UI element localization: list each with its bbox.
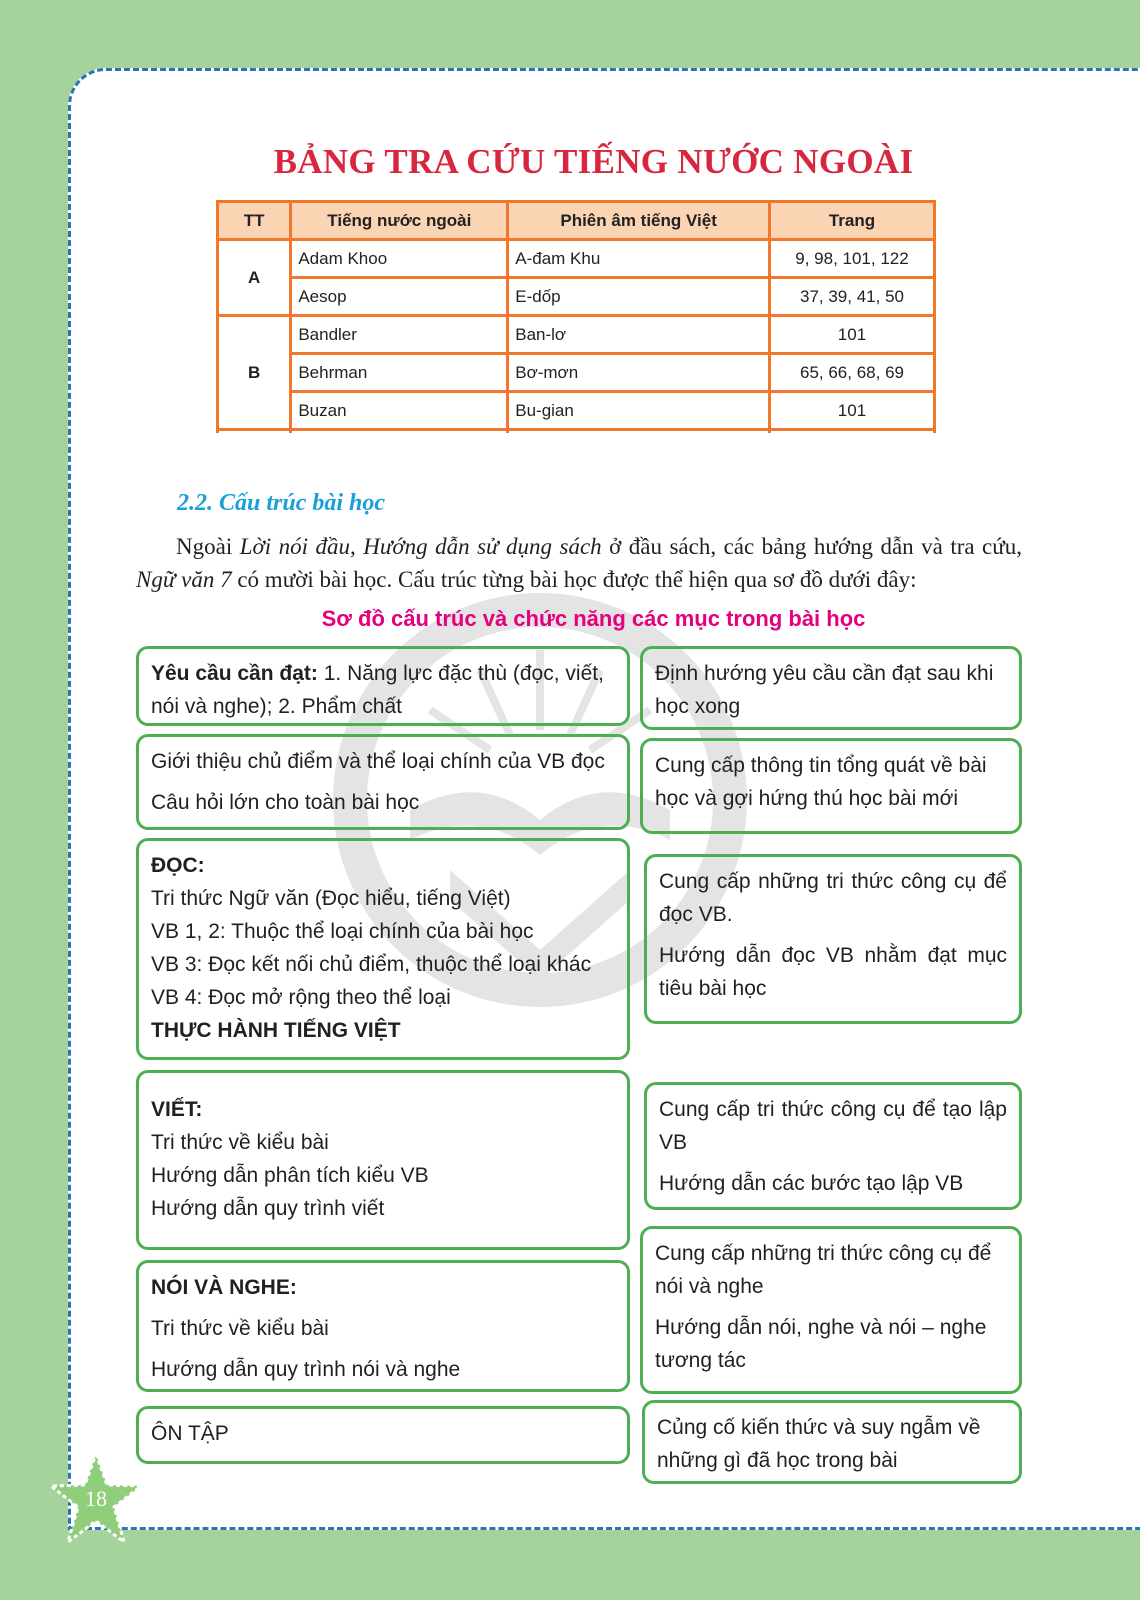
box-line: Tri thức về kiểu bài: [151, 1131, 329, 1154]
column-header: Trang: [769, 202, 934, 240]
box-line: Hướng dẫn các bước tạo lập VB: [659, 1172, 964, 1195]
para-italic: Ngữ văn 7: [136, 567, 232, 592]
vietnamese-phonetic: A-đam Khu: [508, 240, 770, 278]
table-row: [218, 316, 935, 354]
box-line: VB 3: Đọc kết nối chủ điểm, thuộc thể loại khác: [151, 953, 592, 976]
box-heading: ĐỌC:: [151, 854, 205, 877]
group-letter: A: [218, 240, 291, 316]
box-line: Cung cấp những tri thức công cụ để đọc VB.: [659, 870, 1007, 926]
box-requirements: [136, 646, 630, 726]
diagram-title: Sơ đồ cấu trúc và chức năng các mục trong bài học: [321, 606, 866, 631]
para-italic: Lời nói đầu, Hướng dẫn sử dụng sách: [239, 534, 602, 559]
box-line: Hướng dẫn phân tích kiểu VB: [151, 1164, 429, 1187]
table-header-row: [218, 202, 935, 240]
box-heading: NÓI VÀ NGHE:: [151, 1276, 297, 1299]
box-text: 1. Năng lực đặc thù (đọc, viết, nói và nghe); 2. Phẩm chất: [151, 662, 604, 718]
table-row: [218, 392, 935, 430]
box-speaking: [136, 1260, 630, 1392]
vietnamese-phonetic: E-dốp: [508, 278, 770, 316]
box-line: VB 4: Đọc mở rộng theo thể loại: [151, 986, 451, 1009]
box-line: Tri thức Ngữ văn (Đọc hiểu, tiếng Việt): [151, 887, 511, 910]
box-line: Tri thức về kiểu bài: [151, 1317, 329, 1340]
box-line: ÔN TẬP: [151, 1422, 229, 1445]
table-row: [218, 354, 935, 392]
foreign-name: Buzan: [291, 392, 508, 430]
para-text: ở đầu sách, các bảng hướng dẫn và tra cứu,: [601, 534, 1022, 559]
box-reading: [136, 838, 630, 1060]
box-line: Hướng dẫn nói, nghe và nói – nghe tương tác: [655, 1316, 987, 1372]
page-refs: 65, 66, 68, 69: [769, 354, 934, 392]
page-title: BẢNG TRA CỨU TIẾNG NƯỚC NGOÀI: [273, 142, 914, 181]
box-heading: Yêu cầu cần đạt:: [151, 662, 318, 685]
box-line: Cung cấp tri thức công cụ để tạo lập VB: [659, 1098, 1007, 1154]
box-line: VB 1, 2: Thuộc thể loại chính của bài học: [151, 920, 534, 943]
box-line: Giới thiệu chủ điểm và thể loại chính của VB đọc: [151, 750, 605, 773]
box-line: Câu hỏi lớn cho toàn bài học: [151, 791, 420, 814]
box-right-writing: [644, 1082, 1022, 1210]
box-heading: VIẾT:: [151, 1098, 203, 1121]
para-text: có mười bài học. Cấu trúc từng bài học được thể hiện qua sơ đồ dưới đây:: [231, 567, 917, 592]
box-introduction: [136, 734, 630, 830]
para-text: Ngoài: [176, 534, 240, 559]
table-cut-row: [218, 430, 935, 434]
column-header: TT: [218, 202, 291, 240]
box-line: Hướng dẫn quy trình viết: [151, 1197, 385, 1220]
page-refs: 9, 98, 101, 122: [769, 240, 934, 278]
section-paragraph: [136, 530, 1022, 596]
vietnamese-phonetic: Bu-gian: [508, 392, 770, 430]
box-review: [136, 1406, 630, 1464]
box-right-introduction: [640, 738, 1022, 834]
table-row: [218, 240, 935, 278]
vietnamese-phonetic: Bơ-mơn: [508, 354, 770, 392]
box-right-requirements: [640, 646, 1022, 730]
foreign-terms-table: [216, 200, 936, 433]
box-right-reading: [644, 854, 1022, 1024]
section-heading: 2.2. Cấu trúc bài học: [177, 490, 386, 516]
page-refs: 37, 39, 41, 50: [769, 278, 934, 316]
box-line: Hướng dẫn quy trình nói và nghe: [151, 1358, 461, 1381]
box-line: Định hướng yêu cầu cần đạt sau khi học xong: [655, 662, 994, 718]
page-refs: 101: [769, 392, 934, 430]
foreign-name: Adam Khoo: [291, 240, 508, 278]
box-right-review: [642, 1400, 1022, 1484]
foreign-name: Behrman: [291, 354, 508, 392]
box-heading: THỰC HÀNH TIẾNG VIỆT: [151, 1019, 401, 1042]
vietnamese-phonetic: Ban-lơ: [508, 316, 770, 354]
box-line: Hướng dẫn đọc VB nhằm đạt mục tiêu bài học: [659, 944, 1007, 1000]
box-writing: [136, 1070, 630, 1250]
foreign-name: Aesop: [291, 278, 508, 316]
box-line: Cung cấp những tri thức công cụ để nói và nghe: [655, 1242, 992, 1298]
page-refs: 101: [769, 316, 934, 354]
table-row: [218, 278, 935, 316]
box-line: Củng cố kiến thức và suy ngẫm về những gì đã học trong bài: [657, 1416, 981, 1472]
foreign-name: Bandler: [291, 316, 508, 354]
column-header: Phiên âm tiếng Việt: [508, 202, 770, 240]
box-line: Cung cấp thông tin tổng quát về bài học và gợi hứng thú học bài mới: [655, 754, 987, 810]
page-number: 18: [85, 1486, 107, 1511]
column-header: Tiếng nước ngoài: [291, 202, 508, 240]
group-letter: B: [218, 316, 291, 430]
box-right-speaking: [640, 1226, 1022, 1394]
